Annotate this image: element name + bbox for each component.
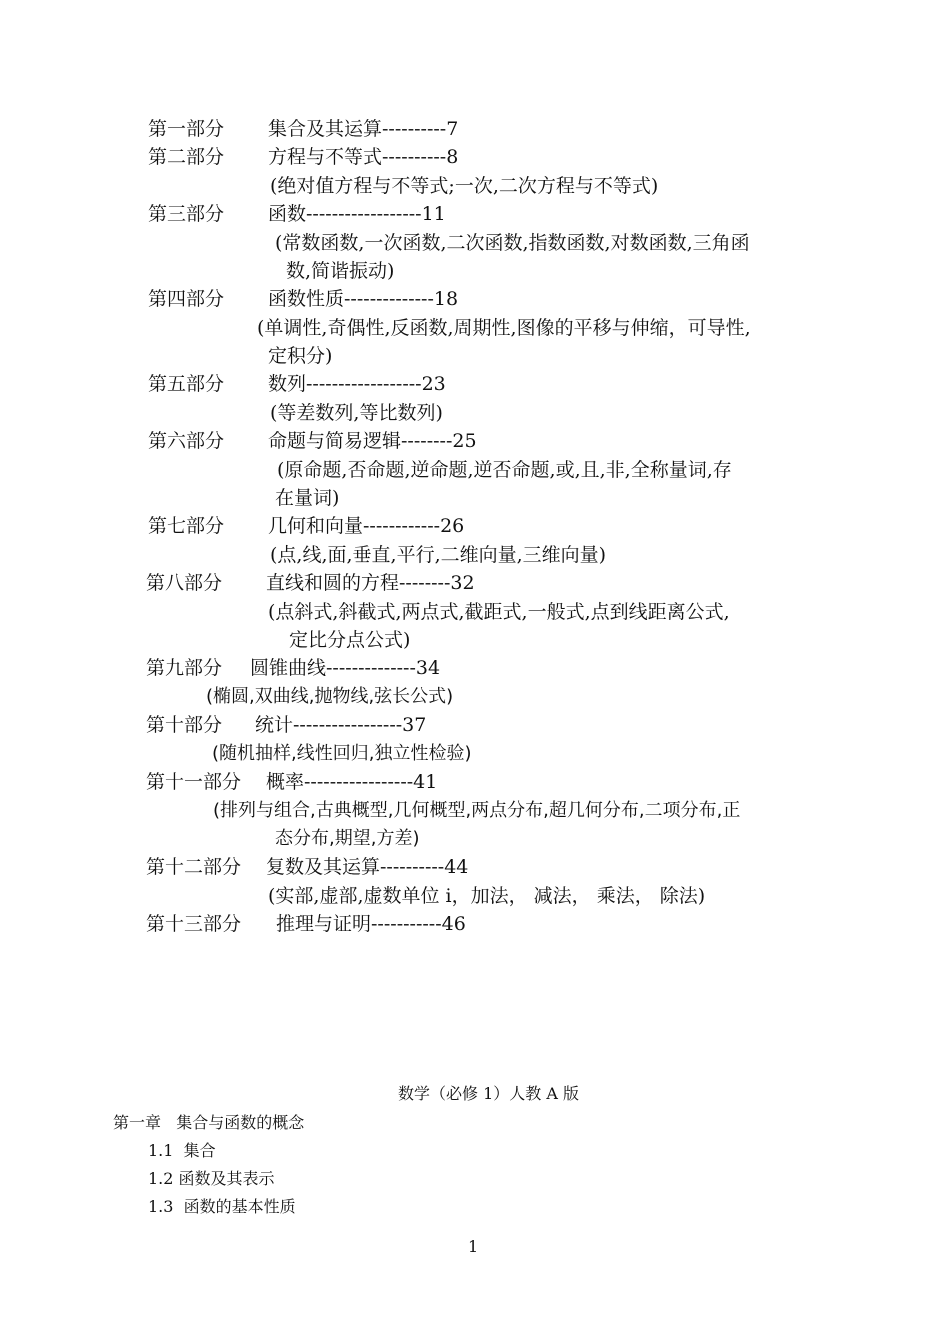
toc-description: 态分布,期望,方差) xyxy=(275,828,420,849)
toc-dash-leader: ----------- xyxy=(371,913,442,935)
toc-entry-line xyxy=(266,770,437,794)
toc-page-number: 11 xyxy=(421,203,446,225)
toc-title: 圆锥曲线 xyxy=(250,657,327,679)
toc-part-label: 第四部分 xyxy=(148,288,225,310)
toc-description: (点斜式,斜截式,两点式,截距式,一般式,点到线距离公式, xyxy=(268,601,730,623)
book-heading: 数学（必修 1）人教 A 版 xyxy=(398,1084,579,1103)
toc-title: 命题与简易逻辑 xyxy=(268,430,402,452)
toc-title: 数列 xyxy=(268,373,307,395)
toc-entry-line xyxy=(268,372,446,396)
page-number: 1 xyxy=(468,1237,479,1256)
toc-dash-leader: -------------- xyxy=(344,288,434,310)
toc-dash-leader: ------------------ xyxy=(306,203,422,225)
toc-title: 函数性质 xyxy=(268,288,345,310)
toc-entry-line xyxy=(266,571,475,595)
toc-title: 概率 xyxy=(266,771,305,793)
toc-page-number: 32 xyxy=(450,572,475,594)
toc-description: (常数函数,一次函数,二次函数,指数函数,对数函数,三角函 xyxy=(275,232,750,254)
toc-part-label: 第五部分 xyxy=(148,373,225,395)
toc-page-number: 18 xyxy=(433,288,459,310)
toc-entry-line xyxy=(268,117,458,141)
toc-page-number: 34 xyxy=(415,657,441,679)
toc-description: (单调性,奇偶性,反函数,周期性,图像的平移与伸缩，可导性, xyxy=(257,317,751,339)
toc-part-label: 第一部分 xyxy=(148,118,225,140)
chapter-heading: 第一章 集合与函数的概念 xyxy=(113,1113,305,1132)
section-item: 1.1 集合 xyxy=(148,1141,216,1160)
toc-page-number: 7 xyxy=(446,118,459,140)
toc-part-label: 第三部分 xyxy=(148,203,225,225)
toc-entry-line xyxy=(268,514,464,538)
toc-dash-leader: ----------------- xyxy=(304,771,414,793)
toc-dash-leader: ---------- xyxy=(380,856,445,878)
toc-description: (随机抽样,线性回归,独立性检验) xyxy=(212,743,472,764)
toc-title: 集合及其运算 xyxy=(268,118,383,140)
toc-entry-line xyxy=(255,713,426,737)
toc-part-label: 第十部分 xyxy=(146,714,223,736)
toc-description: (椭圆,双曲线,抛物线,弦长公式) xyxy=(206,686,454,707)
toc-part-label: 第七部分 xyxy=(148,515,225,537)
toc-description: 定积分) xyxy=(268,345,333,367)
toc-page-number: 44 xyxy=(444,856,469,878)
toc-page-number: 23 xyxy=(421,373,446,395)
toc-part-label: 第十三部分 xyxy=(146,913,242,935)
toc-page-number: 26 xyxy=(440,515,465,537)
toc-description: (实部,虚部,虚数单位 i，加法， 减法， 乘法， 除法) xyxy=(268,885,706,907)
toc-title: 统计 xyxy=(255,714,294,736)
toc-description: (排列与组合,古典概型,几何概型,两点分布,超几何分布,二项分布,正 xyxy=(213,800,741,821)
toc-dash-leader: -------------- xyxy=(326,657,416,679)
toc-page-number: 37 xyxy=(402,714,427,736)
toc-description: 在量词) xyxy=(275,487,340,509)
toc-title: 方程与不等式 xyxy=(268,146,383,168)
toc-entry-line xyxy=(268,287,458,311)
toc-page-number: 46 xyxy=(441,913,466,935)
toc-dash-leader: ---------- xyxy=(382,118,447,140)
toc-entry-line xyxy=(250,656,440,680)
toc-dash-leader: ----------------- xyxy=(293,714,403,736)
toc-title: 几何和向量 xyxy=(268,515,364,537)
toc-entry-line xyxy=(276,912,466,936)
toc-page-number: 25 xyxy=(452,430,477,452)
toc-part-label: 第十一部分 xyxy=(146,771,242,793)
toc-description: (等差数列,等比数列) xyxy=(270,402,443,424)
toc-title: 推理与证明 xyxy=(276,913,372,935)
toc-description: (点,线,面,垂直,平行,二维向量,三维向量) xyxy=(270,544,607,566)
toc-page-number: 8 xyxy=(446,146,459,168)
toc-entry-line xyxy=(268,429,477,453)
toc-part-label: 第十二部分 xyxy=(146,856,242,878)
toc-entry-line xyxy=(268,202,446,226)
toc-entry-line xyxy=(266,855,468,879)
toc-dash-leader: ------------ xyxy=(363,515,441,537)
toc-part-label: 第八部分 xyxy=(146,572,223,594)
toc-part-label: 第六部分 xyxy=(148,430,225,452)
toc-dash-leader: -------- xyxy=(399,572,451,594)
section-item: 1.3 函数的基本性质 xyxy=(148,1197,296,1216)
toc-dash-leader: -------- xyxy=(401,430,453,452)
toc-entry-line xyxy=(268,145,458,169)
toc-description: 定比分点公式) xyxy=(289,629,411,651)
toc-part-label: 第九部分 xyxy=(146,657,223,679)
toc-title: 函数 xyxy=(268,203,307,225)
toc-description: (绝对值方程与不等式;一次,二次方程与不等式) xyxy=(270,175,659,197)
toc-part-label: 第二部分 xyxy=(148,146,225,168)
toc-description: 数,简谐振动) xyxy=(286,260,395,282)
toc-title: 直线和圆的方程 xyxy=(266,572,400,594)
toc-dash-leader: ------------------ xyxy=(306,373,422,395)
toc-title: 复数及其运算 xyxy=(266,856,381,878)
toc-dash-leader: ---------- xyxy=(382,146,447,168)
toc-page-number: 41 xyxy=(413,771,438,793)
section-item: 1.2 函数及其表示 xyxy=(148,1169,275,1188)
toc-description: (原命题,否命题,逆命题,逆否命题,或,且,非,全称量词,存 xyxy=(277,459,732,481)
